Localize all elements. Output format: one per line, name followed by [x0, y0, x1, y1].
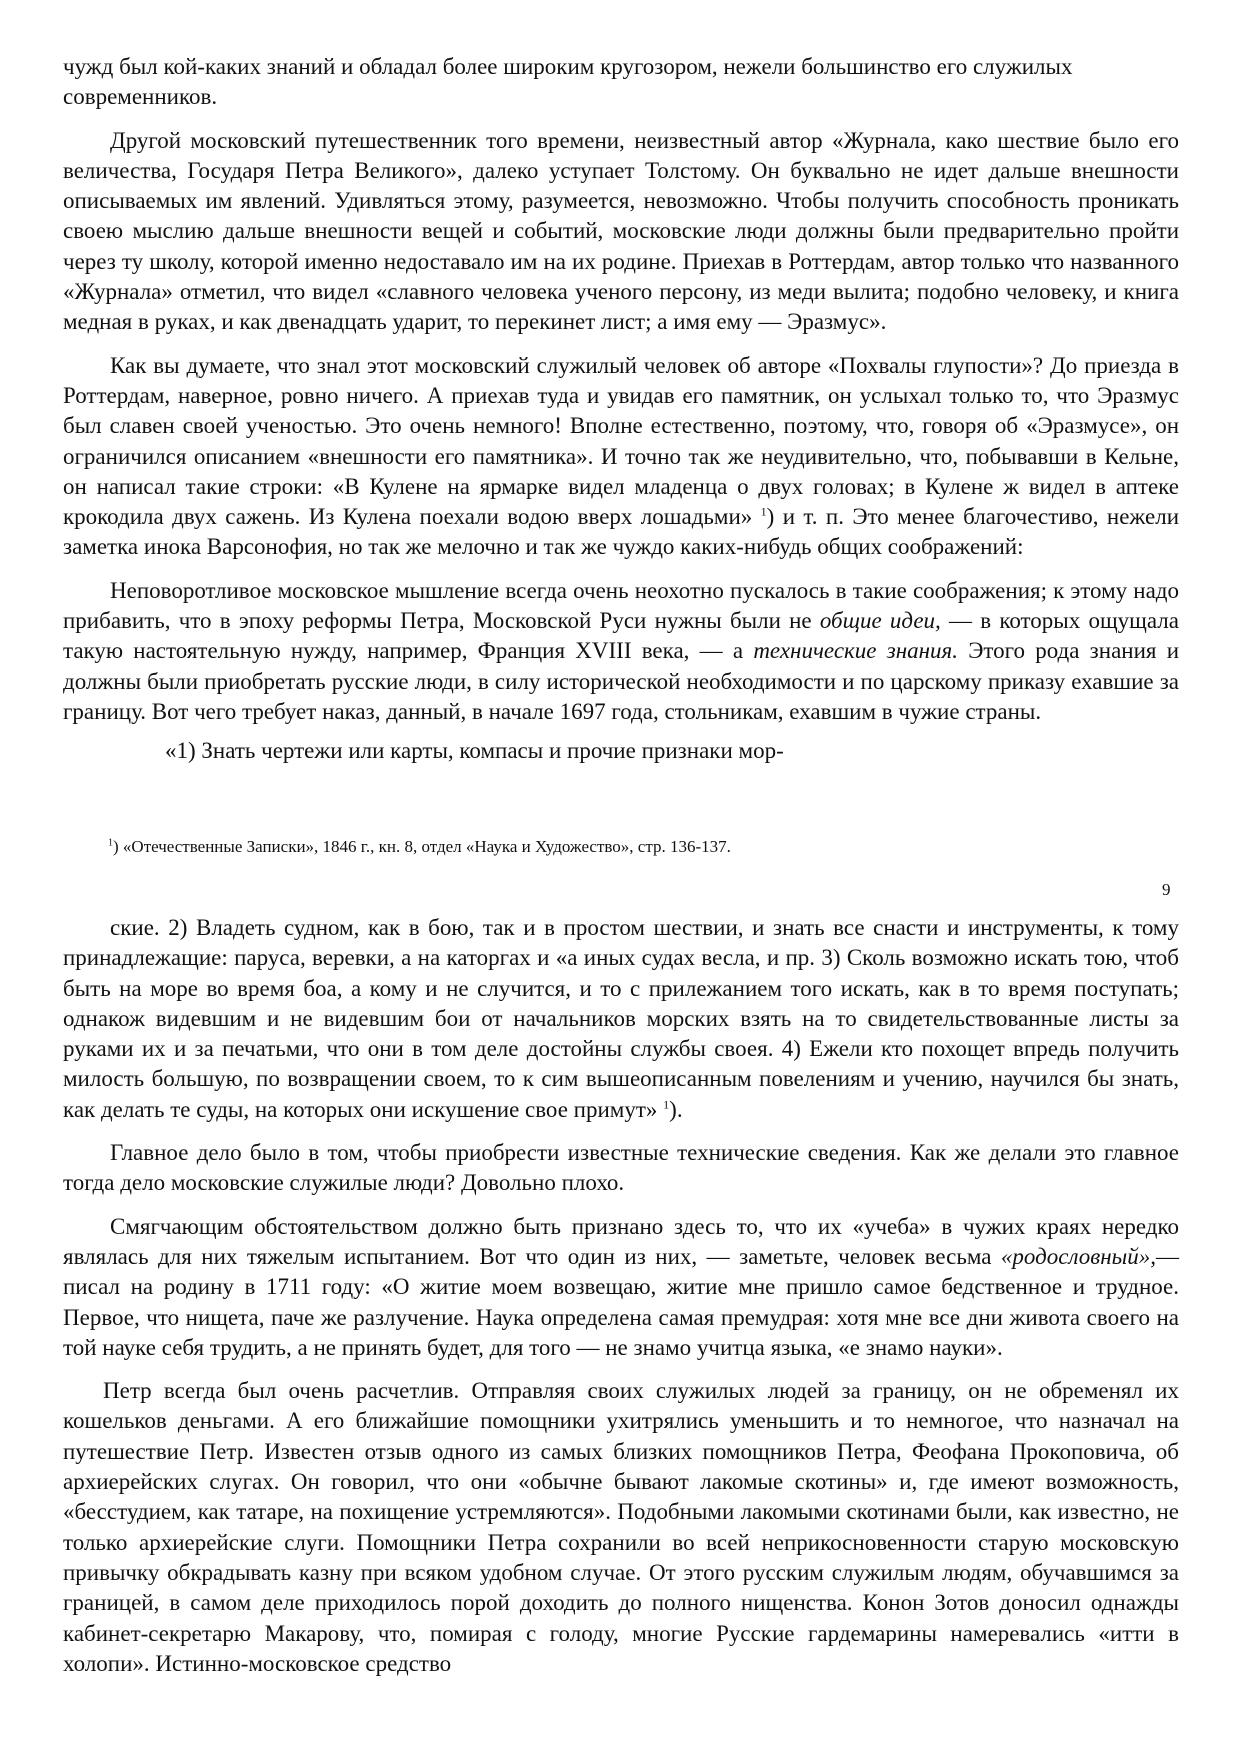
footnote	[108, 836, 731, 858]
page-number: 9	[1162, 880, 1171, 899]
paragraph-text: ские. 2) Владеть судном, как в бою, так и в простом шествии, и знать все снасти и инструменты, к тому принадлежащие: паруса, веревки, а на каторгах и «а иных судах весла, и пр. 3) Сколь возможно искать тою, чтоб быть на море во время боа, а кому и не случится, и то с прилежанием того искать, как в то время поступать; однакож видевшим и не видевшим бои от начальников морских взять на то свидетельствованные листы за руками их и за печатьми, что они в том деле достойны службы своея. 4) Ежели кто похощет впредь получить милость большую, по возвращении своем, то к сим вышеописанным повелениям и учению, научился бы знать, как делать те суды, на которых они искушение свое примут»	[63, 915, 1179, 1122]
footnote-marker: 1	[663, 1097, 670, 1112]
paragraph-technical-knowledge	[63, 576, 1179, 727]
paragraph-text: Неповоротливое московское мышление всегда очень неохотно пускалось в такие соображения; к этому надо прибавить, что в эпоху реформы Петра, Московской Руси нужны были не	[63, 577, 1179, 634]
footnote-text: ) «Отечественные Записки», 1846 г., кн. 8, отдел «Наука и Художество», стр. 136-137.	[113, 837, 731, 856]
text-block-lower	[63, 913, 1179, 1679]
paragraph-text: Смягчающим обстоятельством должно быть признано здесь то, что их «учеба» в чужих краях нередко являлась для них тяжелым испытанием. Вот что один из них, — заметьте, человек весьма	[63, 1213, 1179, 1269]
paragraph-order-quote-continued	[63, 913, 1179, 1125]
footnote-number: 1	[108, 837, 113, 849]
paragraph-peter-thrift: Петр всегда был очень расчетлив. Отправляя своих служилых людей за границу, он не обременял их кошельков деньгами. А его ближайшие помощники ухитрялись уменьшить и то немногое, что назначал на путешествие Петр. Известен отзыв одного из самых близких помощников Петра, Феофана Прокоповича, об архиерейских слугах. Он говорил, что они «обычне бывают лакомые скотины» и, где имеют возможность, «бесстудием, как татаре, на похищение устремляются». Подобными лакомыми скотинами были, как известно, не только архиерейские слуги. Помощники Петра сохранили во всей неприкосновенности старую московскую привычку обкрадывать казну при всяком удобном случае. От этого русским служилым людям, обучавшимся за границей, в самом деле приходилось порой доходить до полного нищенства. Конон Зотов доносил однажды кабинет-секретарю Макарову, что, помирая с голоду, многие Русские гардемарины намеревались «итти в холопи». Истинно-московское средство	[63, 1378, 1179, 1676]
paragraph-erasmus-tail: ) и т. п. Это менее благочестиво, нежели заметка инока Варсонофия, но так же мелочно и так же чуждо каких-нибудь общих соображений:	[63, 504, 1180, 560]
paragraph-journal: Другой московский путешественник того времени, неизвестный автор «Журнала, како шествие было его величества, Государя Петра Великого», далеко уступает Толстому. Он буквально не идет дальше внешности описываемых им явлений. Удивляться этому, разумеется, невозможно. Чтобы получить способность проникать своею мыслию дальше внешности вещей и событий, московские люди должны были предварительно пройти через ту школу, которой именно недоставало им на их родине. Приехав в Роттердам, автор только что названного «Журнала» отметил, что видел «славного человека ученого персону, из меди вылита; подобно человеку, и книга медная в руках, и как двенадцать ударит, то перекинет лист; а имя ему — Эразмус».	[63, 127, 1179, 335]
paragraph-hardship	[63, 1212, 1179, 1363]
paragraph-text: — в которых ощущала такую настоятельную нужду, например, Франция XVIII века, — а	[63, 608, 1179, 664]
paragraph-text: ).	[669, 1096, 683, 1122]
paragraph-text: —писал на родину в 1711 году: «О житие моем возвещаю, житие мне пришло самое бедственное и трудное. Первое, что нищета, паче же разлучение. Наука определена самая премудрая: хотя мне все дни живота своего на той науке себя трудить, а не принять будет, для того — не знамо учитца языка, «е знамо науки».	[63, 1243, 1179, 1360]
paragraph-text: Этого рода знания и должны были приобретать русские люди, в силу исторической необходимости и по царскому приказу ехавшие за границу. Вот чего требует наказ, данный, в начале 1697 года, стольникам, ехавшим в чужие страны.	[63, 638, 1180, 724]
emphasis-technical-knowledge: технические знания.	[753, 638, 958, 664]
paragraph-order-quote-start: «1) Знать чертежи или карты, компасы и прочие признаки мор-	[165, 738, 784, 764]
paragraph-erasmus	[63, 351, 1179, 563]
paragraph-erasmus-text: Как вы думаете, что знал этот московский служилый человек об авторе «Похвалы глупости»? До приезда в Роттердам, наверное, ровно ничего. А приехав туда и увидав его памятник, он услыхал только то, что Эразмус был славен своей ученостью. Это очень немного! Вполне естественно, поэтому, что, говоря об «Эразмусе», он ограничился описанием «внешности его памятника». И точно так же неудивительно, что, побывавши в Кельне, он написал такие строки: «В Кулене на ярмарке видел младенца о двух головах; в Кулене ж видел в аптеке крокодила двух сажень. Из Кулена поехали водою вверх лошадьми»	[63, 352, 1179, 530]
text-block-upper	[63, 52, 1179, 767]
paragraph-continuation: чужд был кой-каких знаний и обладал более широким кругозором, нежели большинство его служилых современников.	[63, 54, 1073, 110]
emphasis-general-ideas: общие идеи,	[819, 608, 941, 634]
emphasis-pedigreed: «родословный»,	[1000, 1243, 1156, 1269]
paragraph-main-affair: Главное дело было в том, чтобы приобрести известные технические сведения. Как же делали это главное тогда дело московские служилые люди? Довольно плохо.	[63, 1140, 1179, 1196]
footnote-marker: 1	[760, 504, 767, 519]
